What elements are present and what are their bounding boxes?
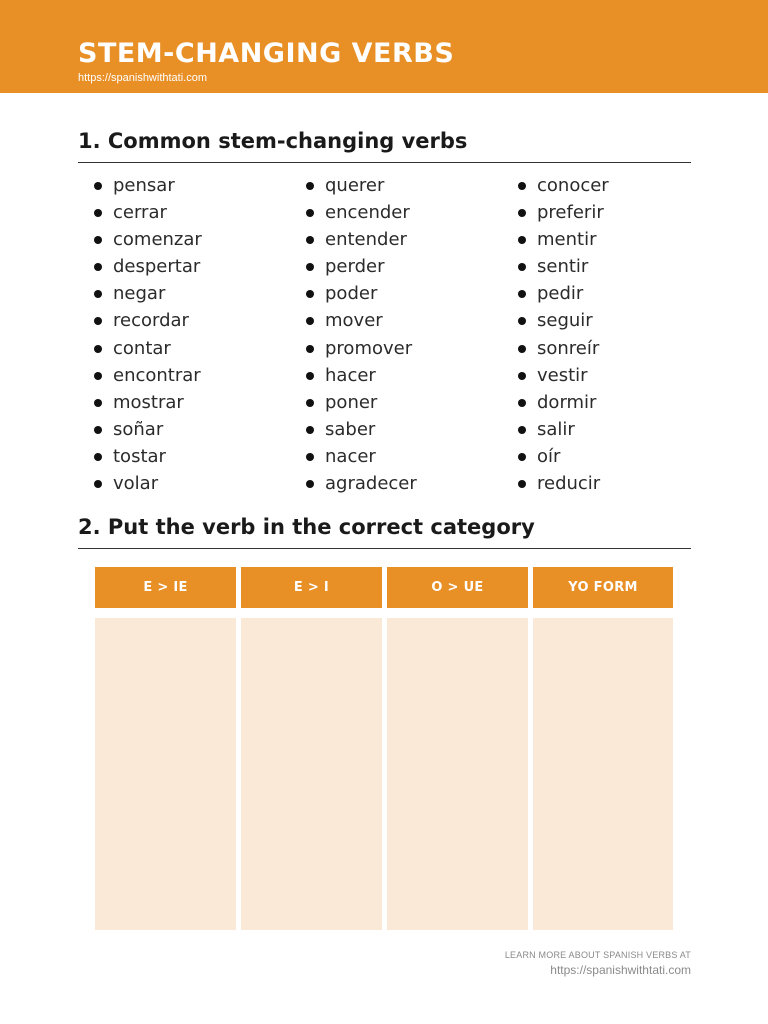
verb-item: poder xyxy=(306,280,417,307)
page-title: STEM-CHANGING VERBS xyxy=(78,38,455,69)
verb-item: negar xyxy=(94,280,202,307)
category-header-e-ie: E > IE xyxy=(95,567,236,608)
verb-item: mover xyxy=(306,307,417,334)
verb-item: sentir xyxy=(518,253,609,280)
verb-item: pensar xyxy=(94,172,202,199)
verb-item: vestir xyxy=(518,362,609,389)
verb-item: agradecer xyxy=(306,470,417,497)
verb-column-2 xyxy=(306,172,417,497)
verb-item: entender xyxy=(306,226,417,253)
verb-item: reducir xyxy=(518,470,609,497)
section-1-title: 1. Common stem-changing verbs xyxy=(78,129,468,153)
verb-item: volar xyxy=(94,470,202,497)
verb-item: comenzar xyxy=(94,226,202,253)
footer-note: LEARN MORE ABOUT SPANISH VERBS AT xyxy=(504,950,691,960)
verb-item: salir xyxy=(518,416,609,443)
category-answer-box-yo-form[interactable] xyxy=(533,618,673,930)
footer-url-link[interactable]: https://spanishwithtati.com xyxy=(550,963,691,977)
verb-item: poner xyxy=(306,389,417,416)
category-header-o-ue: O > UE xyxy=(387,567,528,608)
category-answer-box-o-ue[interactable] xyxy=(387,618,528,930)
verb-item: despertar xyxy=(94,253,202,280)
verb-item: encontrar xyxy=(94,362,202,389)
verb-item: recordar xyxy=(94,307,202,334)
section-2-title: 2. Put the verb in the correct category xyxy=(78,515,535,539)
verb-item: querer xyxy=(306,172,417,199)
verb-item: nacer xyxy=(306,443,417,470)
verb-item: mentir xyxy=(518,226,609,253)
category-header-yo-form: YO FORM xyxy=(533,567,673,608)
verb-item: perder xyxy=(306,253,417,280)
verb-column-1 xyxy=(94,172,202,497)
verb-item: pedir xyxy=(518,280,609,307)
verb-item: preferir xyxy=(518,199,609,226)
verb-item: tostar xyxy=(94,443,202,470)
category-header-e-i: E > I xyxy=(241,567,382,608)
verb-item: contar xyxy=(94,335,202,362)
verb-item: cerrar xyxy=(94,199,202,226)
category-answer-box-e-i[interactable] xyxy=(241,618,382,930)
verb-item: hacer xyxy=(306,362,417,389)
verb-item: oír xyxy=(518,443,609,470)
category-answer-box-e-ie[interactable] xyxy=(95,618,236,930)
verb-column-3 xyxy=(518,172,609,497)
verb-item: mostrar xyxy=(94,389,202,416)
verb-item: saber xyxy=(306,416,417,443)
verb-item: encender xyxy=(306,199,417,226)
verb-item: soñar xyxy=(94,416,202,443)
verb-item: seguir xyxy=(518,307,609,334)
section-2-divider xyxy=(78,548,691,549)
verb-item: promover xyxy=(306,335,417,362)
verb-item: sonreír xyxy=(518,335,609,362)
header-url-link[interactable]: https://spanishwithtati.com xyxy=(78,72,208,84)
header-banner xyxy=(0,0,768,93)
verb-item: conocer xyxy=(518,172,609,199)
verb-item: dormir xyxy=(518,389,609,416)
section-1-divider xyxy=(78,162,691,163)
